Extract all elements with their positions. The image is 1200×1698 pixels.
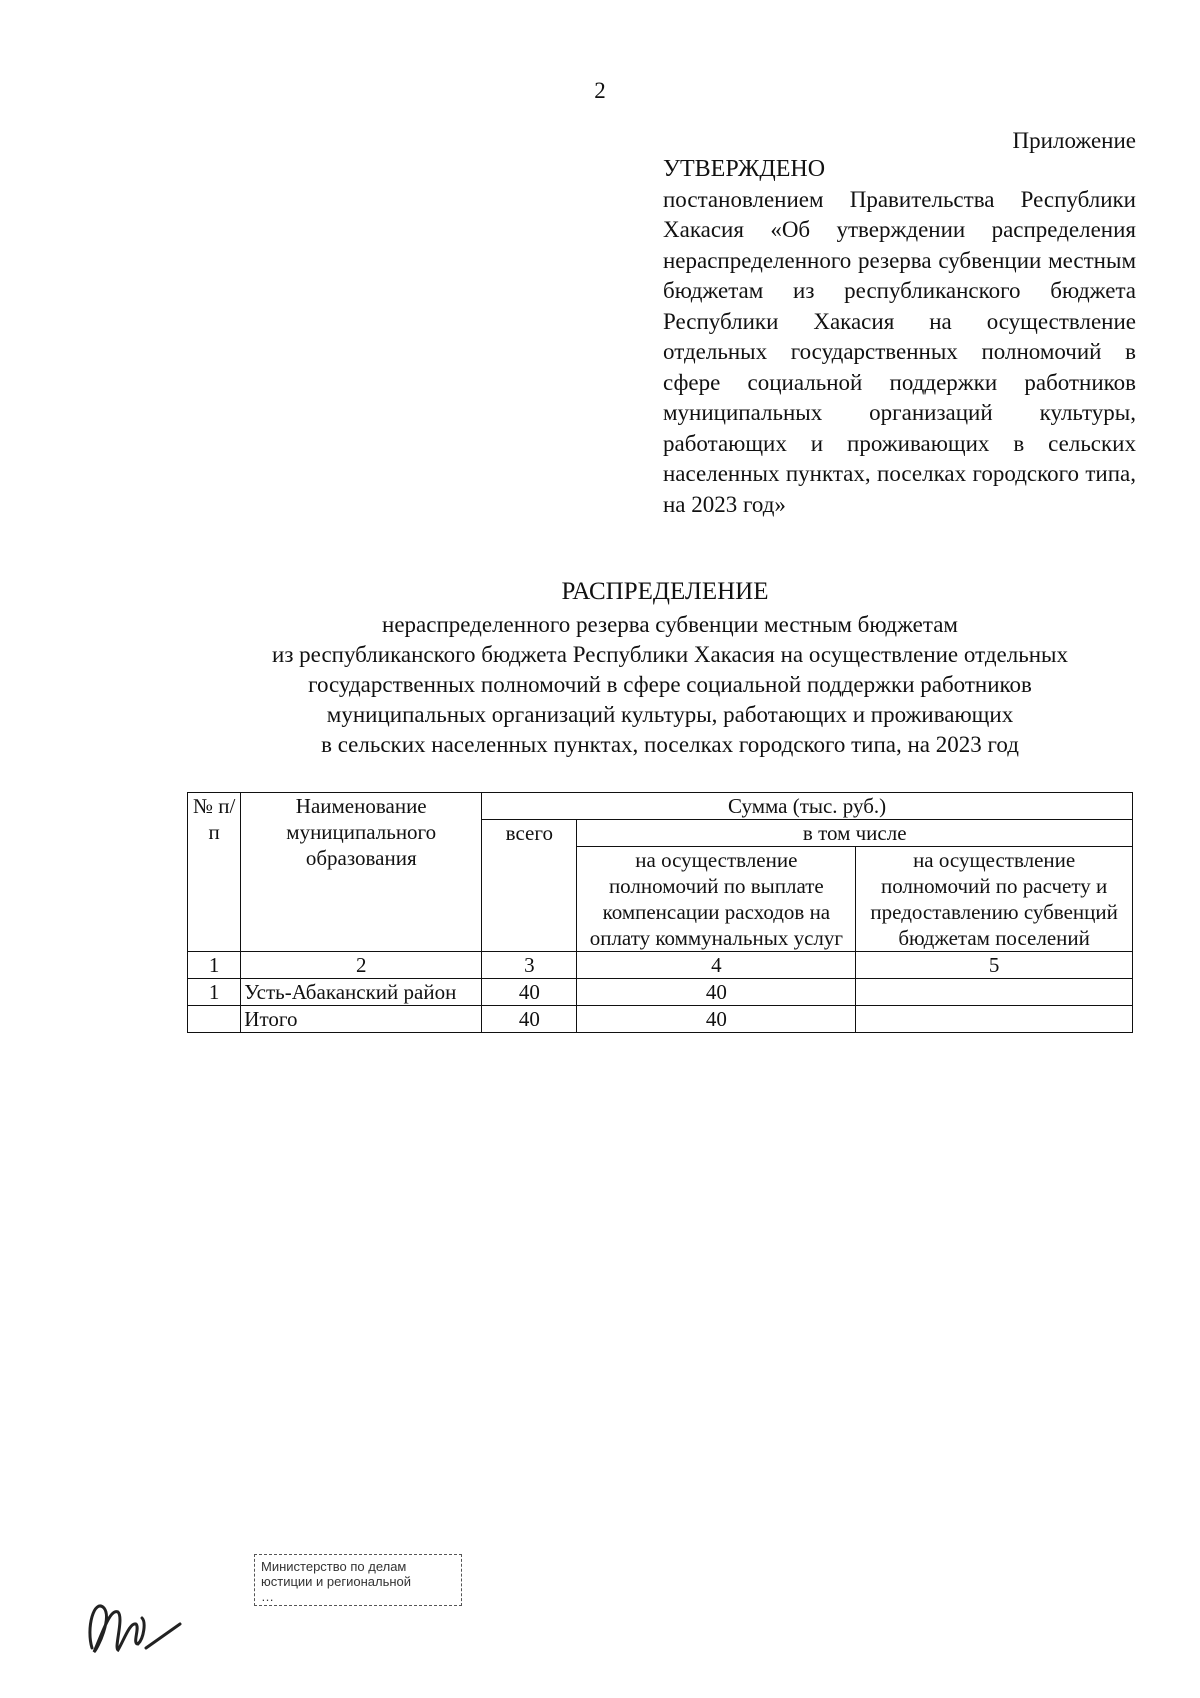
column-number-row [188, 952, 1133, 979]
column-number: 1 [188, 952, 241, 979]
document-title: РАСПРЕДЕЛЕНИЕ [561, 578, 769, 605]
table-row [188, 979, 1133, 1006]
row-number: 1 [188, 979, 241, 1006]
header-sum: Сумма (тыс. руб.) [482, 793, 1133, 820]
document-subtitle [170, 610, 1170, 760]
column-number: 2 [241, 952, 482, 979]
handwritten-signature [84, 1578, 194, 1668]
appendix-label: Приложение [1012, 128, 1136, 153]
row-col4: 40 [577, 1006, 856, 1033]
distribution-table [187, 792, 1133, 1033]
row-name: Итого [241, 1006, 482, 1033]
subtitle-line: муниципальных организаций культуры, работающих и проживающих [326, 702, 1014, 727]
table-total-row [188, 1006, 1133, 1033]
header-number: № п/п [188, 793, 241, 952]
subtitle-line: в сельских населенных пунктах, поселках городского типа, на 2023 год [321, 732, 1019, 757]
header-including: в том числе [577, 820, 1133, 847]
approval-block [663, 154, 1136, 520]
column-number: 4 [577, 952, 856, 979]
header-total: всего [482, 820, 577, 952]
header-name: Наименование муниципального образования [241, 793, 482, 952]
table-header-row [188, 793, 1133, 820]
page-number: 2 [594, 78, 606, 103]
subtitle-line: государственных полномочий в сфере социальной поддержки работников [308, 672, 1032, 697]
column-number: 3 [482, 952, 577, 979]
row-total: 40 [482, 979, 577, 1006]
row-number [188, 1006, 241, 1033]
approval-text: постановлением Правительства Республики Хакасия «Об утверждении распределения нераспределенного резерва субвенции местным бюджетам из республиканского бюджета Республики Хакасия на осуществление отдельных государственных полномочий в сфере социальной поддержки работников муниципальных организаций культуры, работающих и проживающих в сельских населенных пунктах, поселках городского типа, на 2023 год» [663, 186, 1136, 517]
ministry-stamp [254, 1554, 462, 1606]
stamp-line: … [261, 1589, 274, 1604]
header-col5: на осуществление полномочий по расчету и предоставлению субвенций бюджетам поселений [856, 847, 1133, 952]
row-name: Усть-Абаканский район [241, 979, 482, 1006]
row-col4: 40 [577, 979, 856, 1006]
approval-heading: УТВЕРЖДЕНО [663, 156, 826, 182]
row-col5 [856, 1006, 1133, 1033]
stamp-line: юстиции и региональной [261, 1574, 412, 1589]
stamp-line: Министерство по делам [261, 1559, 407, 1574]
subtitle-line: из республиканского бюджета Республики Хакасия на осуществление отдельных [272, 642, 1068, 667]
header-col4: на осуществление полномочий по выплате компенсации расходов на оплату коммунальных услуг [577, 847, 856, 952]
row-total: 40 [482, 1006, 577, 1033]
column-number: 5 [856, 952, 1133, 979]
subtitle-line: нераспределенного резерва субвенции местным бюджетам [382, 612, 958, 637]
row-col5 [856, 979, 1133, 1006]
